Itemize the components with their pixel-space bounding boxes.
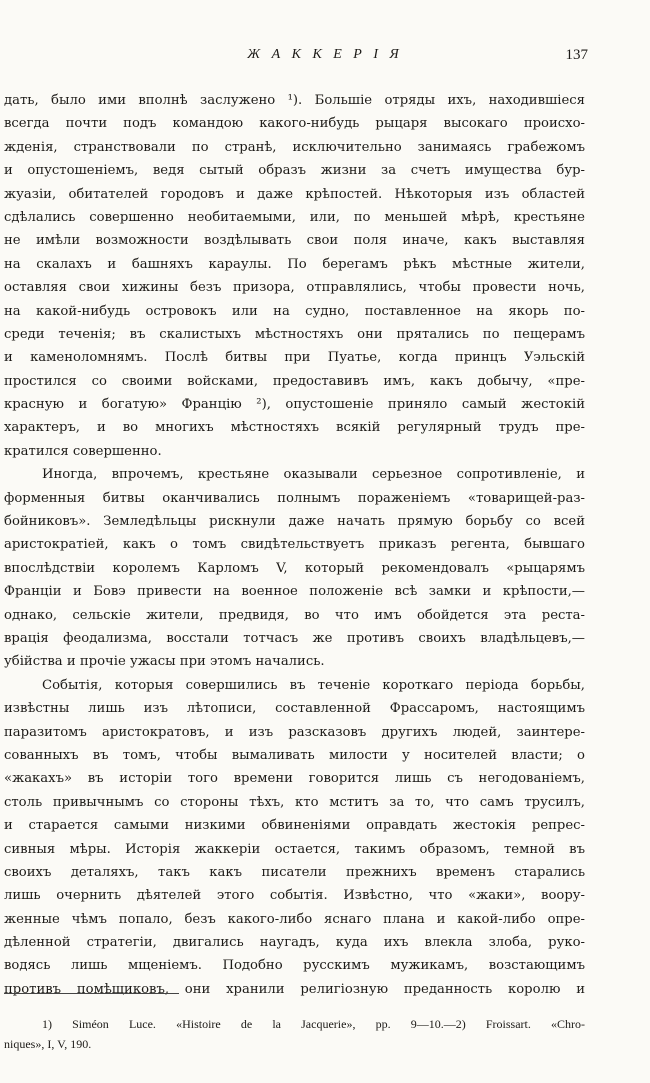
text-line: женные чѣмъ попало, безъ какого-либо яснаго плана и какой-либо опре- [4,911,585,927]
text-line: «жакахъ» въ исторіи того времени говорится лишь съ негодованіемъ, [4,771,585,787]
text-line: и опустошеніемъ, ведя сытый образъ жизни за счетъ имущества бур- [4,163,585,179]
footnote-divider [4,993,179,994]
text-line: жуазіи, обитателей городовъ и даже крѣпостей. Нѣкоторыя изъ областей [4,186,585,202]
text-line: красную и богатую» Францію ²), опустошеніе приняло самый жестокій [4,397,585,413]
text-line: лишь очернить дѣятелей этого событія. Извѣстно, что «жаки», воору- [4,888,585,904]
text-line: Франціи и Бовэ привести на военное положеніе всѣ замки и крѣпости,— [4,584,585,600]
text-line: убійства и прочіе ужасы при этомъ начались. [4,654,325,670]
body-text [4,89,585,1001]
text-line: дѣленной стратегіи, двигались наугадъ, куда ихъ влекла злоба, руко- [4,935,585,951]
text-line: сованныхъ въ томъ, чтобы вымаливать милости у носителей власти; о [4,747,585,763]
page-number: 137 [565,47,588,63]
text-line: сдѣлались совершенно необитаемыми, или, по меньшей мѣрѣ, крестьяне [4,209,585,225]
text-line: жденія, странствовали по странѣ, исключительно занимаясь грабежомъ [4,139,585,155]
text-line: впослѣдствіи королемъ Карломъ V, который рекомендовалъ «рыцарямъ [4,560,585,576]
text-line: паразитомъ аристократовъ, и изъ разсказовъ другихъ людей, заинтере- [4,724,585,740]
text-line: и каменоломнямъ. Послѣ битвы при Пуатье, когда принцъ Уэльскій [4,350,585,366]
text-line: не имѣли возможности воздѣлывать свои поля иначе, какъ выставляя [4,233,585,249]
text-line: характеръ, и во многихъ мѣстностяхъ всякій регулярный трудъ пре- [4,420,585,436]
text-line: всегда почти подъ командою какого-нибудь рыцаря высокаго происхо- [4,116,585,132]
text-line: оставляя свои хижины безъ призора, отправлялись, чтобы провести ночь, [4,280,585,296]
footnote-line: niques», I, V, 190. [4,1037,92,1051]
text-line: врація феодализма, восстали тотчасъ же противъ своихъ владѣльцевъ,— [4,630,585,646]
text-line: бойниковъ». Земледѣльцы рискнули даже начать прямую борьбу со всей [4,514,585,530]
text-line: однако, сельскіе жители, предвидя, во что имъ обойдется эта реста- [4,607,585,623]
footnotes [4,1014,585,1054]
text-line: аристократіей, какъ о томъ свидѣтельствуетъ приказъ регента, бывшаго [4,537,585,553]
text-line: водясь лишь мщеніемъ. Подобно русскимъ мужикамъ, возстающимъ [4,958,585,974]
text-line: на какой-нибудь островокъ или на судно, поставленное на якорь по- [4,303,585,319]
text-line: среди теченія; въ скалистыхъ мѣстностяхъ они прятались по пещерамъ [4,326,585,342]
text-line: и старается самыми низкими обвиненіями оправдать жестокія репрес- [4,818,585,834]
text-line: кратился совершенно. [4,443,162,459]
footnote-line: 1) Siméon Luce. «Histoire de la Jacquerie», pp. 9—10.—2) Froissart. «Chro- [42,1017,585,1031]
text-line: Событія, которыя совершились въ теченіе короткаго періода борьбы, [42,677,585,693]
text-line: извѣстны лишь изъ лѣтописи, составленной Фрассаромъ, настоящимъ [4,701,585,717]
text-line: дать, было ими вполнѣ заслужено ¹). Большіе отряды ихъ, находившіеся [4,93,585,108]
text-line: противъ помѣщиковъ, они хранили религіозную преданность королю и [4,981,585,997]
text-line: форменныя битвы оканчивались полнымъ пораженіемъ «товарищей-раз- [4,490,585,506]
text-line: столь привычнымъ со стороны тѣхъ, кто мститъ за то, что самъ трусилъ, [4,794,585,810]
text-line: Иногда, впрочемъ, крестьяне оказывали серьезное сопротивленіе, и [42,467,585,483]
text-line: сивныя мѣры. Исторія жаккеріи остается, такимъ образомъ, темной въ [4,841,585,857]
text-line: на скалахъ и башняхъ караулы. По берегамъ рѣкъ мѣстные жители, [4,256,585,272]
page-header [0,47,650,71]
text-line: простился со своими войсками, предоставивъ имъ, какъ добычу, «пре- [4,373,585,389]
running-title: Ж А К К Е Р І Я [247,47,403,62]
text-line: своихъ деталяхъ, такъ какъ писатели прежнихъ временъ старались [4,864,585,880]
